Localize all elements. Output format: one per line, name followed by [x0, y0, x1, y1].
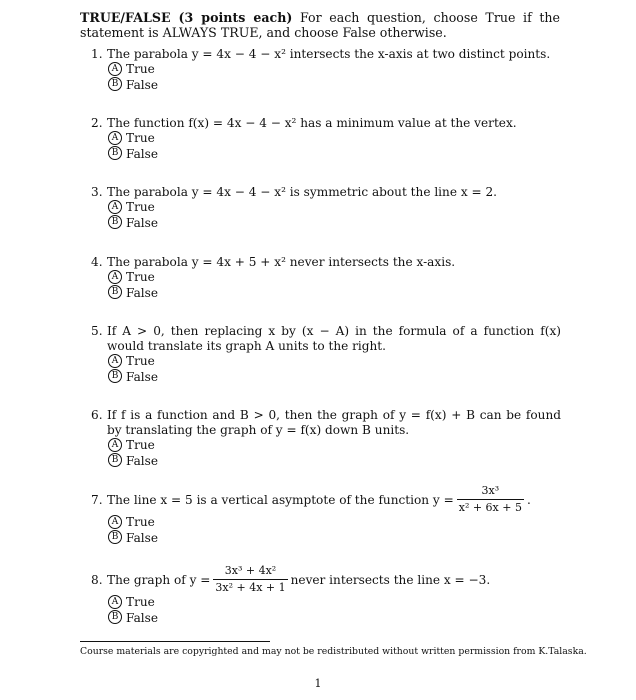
option-b-label: False: [126, 285, 159, 300]
option-b-label: False: [126, 453, 159, 468]
section-title: TRUE/FALSE (3 points each): [80, 10, 293, 25]
footnote-rule: [80, 641, 270, 642]
question-number: 2.: [91, 116, 103, 130]
section-instructions-text: For each question, choose True if the statement is ALWAYS TRUE, and choose False otherwise.: [80, 10, 560, 40]
option-b[interactable]: [91, 286, 561, 302]
option-b[interactable]: [91, 370, 561, 386]
option-a-label: True: [126, 200, 155, 214]
option-b-label: False: [126, 146, 159, 161]
question-text: If f is a function and B > 0, then the graph of y = f(x) + B can be found by translating the graph of y = f(x) down B units.: [107, 408, 561, 437]
option-a-circle[interactable]: A: [108, 354, 122, 368]
question-6: [91, 408, 561, 469]
option-a[interactable]: [91, 200, 561, 216]
question-7: [91, 485, 561, 546]
option-a-label: True: [126, 354, 155, 368]
question-text: The parabola y = 4x + 5 + x² never intersects the x-axis.: [107, 255, 456, 269]
option-a-label: True: [126, 131, 155, 145]
question-text: The parabola y = 4x − 4 − x² intersects the x-axis at two distinct points.: [107, 47, 551, 61]
question-text-end: .: [526, 493, 531, 507]
fraction-denominator: x² + 6x + 5: [458, 501, 522, 514]
option-a[interactable]: [91, 354, 561, 370]
fraction: [213, 564, 287, 595]
option-b[interactable]: [91, 531, 561, 547]
fraction-numerator: 3x³: [457, 484, 524, 500]
option-b[interactable]: [91, 611, 561, 627]
option-b-circle[interactable]: B: [108, 215, 122, 229]
option-b-label: False: [126, 215, 159, 230]
option-a-label: True: [126, 270, 155, 284]
question-3: [91, 185, 561, 231]
option-a[interactable]: [91, 131, 561, 147]
option-b-circle[interactable]: B: [108, 146, 122, 160]
question-number: 1.: [91, 47, 103, 61]
option-b[interactable]: [91, 216, 561, 232]
question-text: If A > 0, then replacing x by (x − A) in the formula of a function f(x) would translate its graph A units to the right.: [107, 324, 561, 353]
question-5: [91, 324, 561, 385]
option-b-label: False: [126, 530, 159, 545]
copyright-footnote: Course materials are copyrighted and may not be redistributed without written permission from K.Talaska.: [80, 646, 587, 657]
option-a[interactable]: [91, 62, 561, 78]
option-a-circle[interactable]: A: [108, 131, 122, 145]
option-a[interactable]: [91, 595, 561, 611]
question-text: The function f(x) = 4x − 4 − x² has a minimum value at the vertex.: [107, 116, 517, 130]
option-a-label: True: [126, 438, 155, 452]
question-number: 8.: [91, 573, 103, 587]
option-a[interactable]: [91, 270, 561, 286]
question-number: 4.: [91, 255, 103, 269]
option-a-circle[interactable]: A: [108, 438, 122, 452]
option-a[interactable]: [91, 515, 561, 531]
option-b[interactable]: [91, 78, 561, 94]
option-b-circle[interactable]: B: [108, 77, 122, 91]
question-number: 5.: [91, 324, 103, 338]
option-b-label: False: [126, 77, 159, 92]
option-b[interactable]: [91, 454, 561, 470]
question-number: 6.: [91, 408, 103, 422]
question-text: The line x = 5 is a vertical asymptote of the function y =: [107, 493, 454, 507]
question-number: 7.: [91, 493, 103, 507]
option-b-label: False: [126, 610, 159, 625]
question-text-end: never intersects the line x = −3.: [290, 573, 491, 587]
question-4: [91, 255, 561, 301]
fraction-numerator: 3x³ + 4x²: [213, 564, 287, 580]
section-instructions: [80, 10, 560, 40]
option-b-circle[interactable]: B: [108, 530, 122, 544]
question-number: 3.: [91, 185, 103, 199]
option-a-circle[interactable]: A: [108, 62, 122, 76]
option-a-circle[interactable]: A: [108, 595, 122, 609]
option-a-circle[interactable]: A: [108, 270, 122, 284]
question-1: [91, 47, 561, 93]
fraction-denominator: 3x² + 4x + 1: [215, 581, 286, 594]
option-b[interactable]: [91, 147, 561, 163]
question-text: The graph of y =: [107, 573, 211, 587]
option-b-label: False: [126, 369, 159, 384]
option-b-circle[interactable]: B: [108, 453, 122, 467]
option-a-label: True: [126, 515, 155, 529]
option-a-label: True: [126, 595, 155, 609]
question-2: [91, 116, 561, 162]
option-a-label: True: [126, 62, 155, 76]
option-a[interactable]: [91, 438, 561, 454]
option-a-circle[interactable]: A: [108, 200, 122, 214]
question-8: [91, 565, 561, 626]
option-a-circle[interactable]: A: [108, 515, 122, 529]
option-b-circle[interactable]: B: [108, 610, 122, 624]
option-b-circle[interactable]: B: [108, 285, 122, 299]
option-b-circle[interactable]: B: [108, 369, 122, 383]
question-text: The parabola y = 4x − 4 − x² is symmetric about the line x = 2.: [107, 185, 498, 199]
page-number: 1: [314, 677, 322, 690]
fraction: [457, 484, 524, 515]
